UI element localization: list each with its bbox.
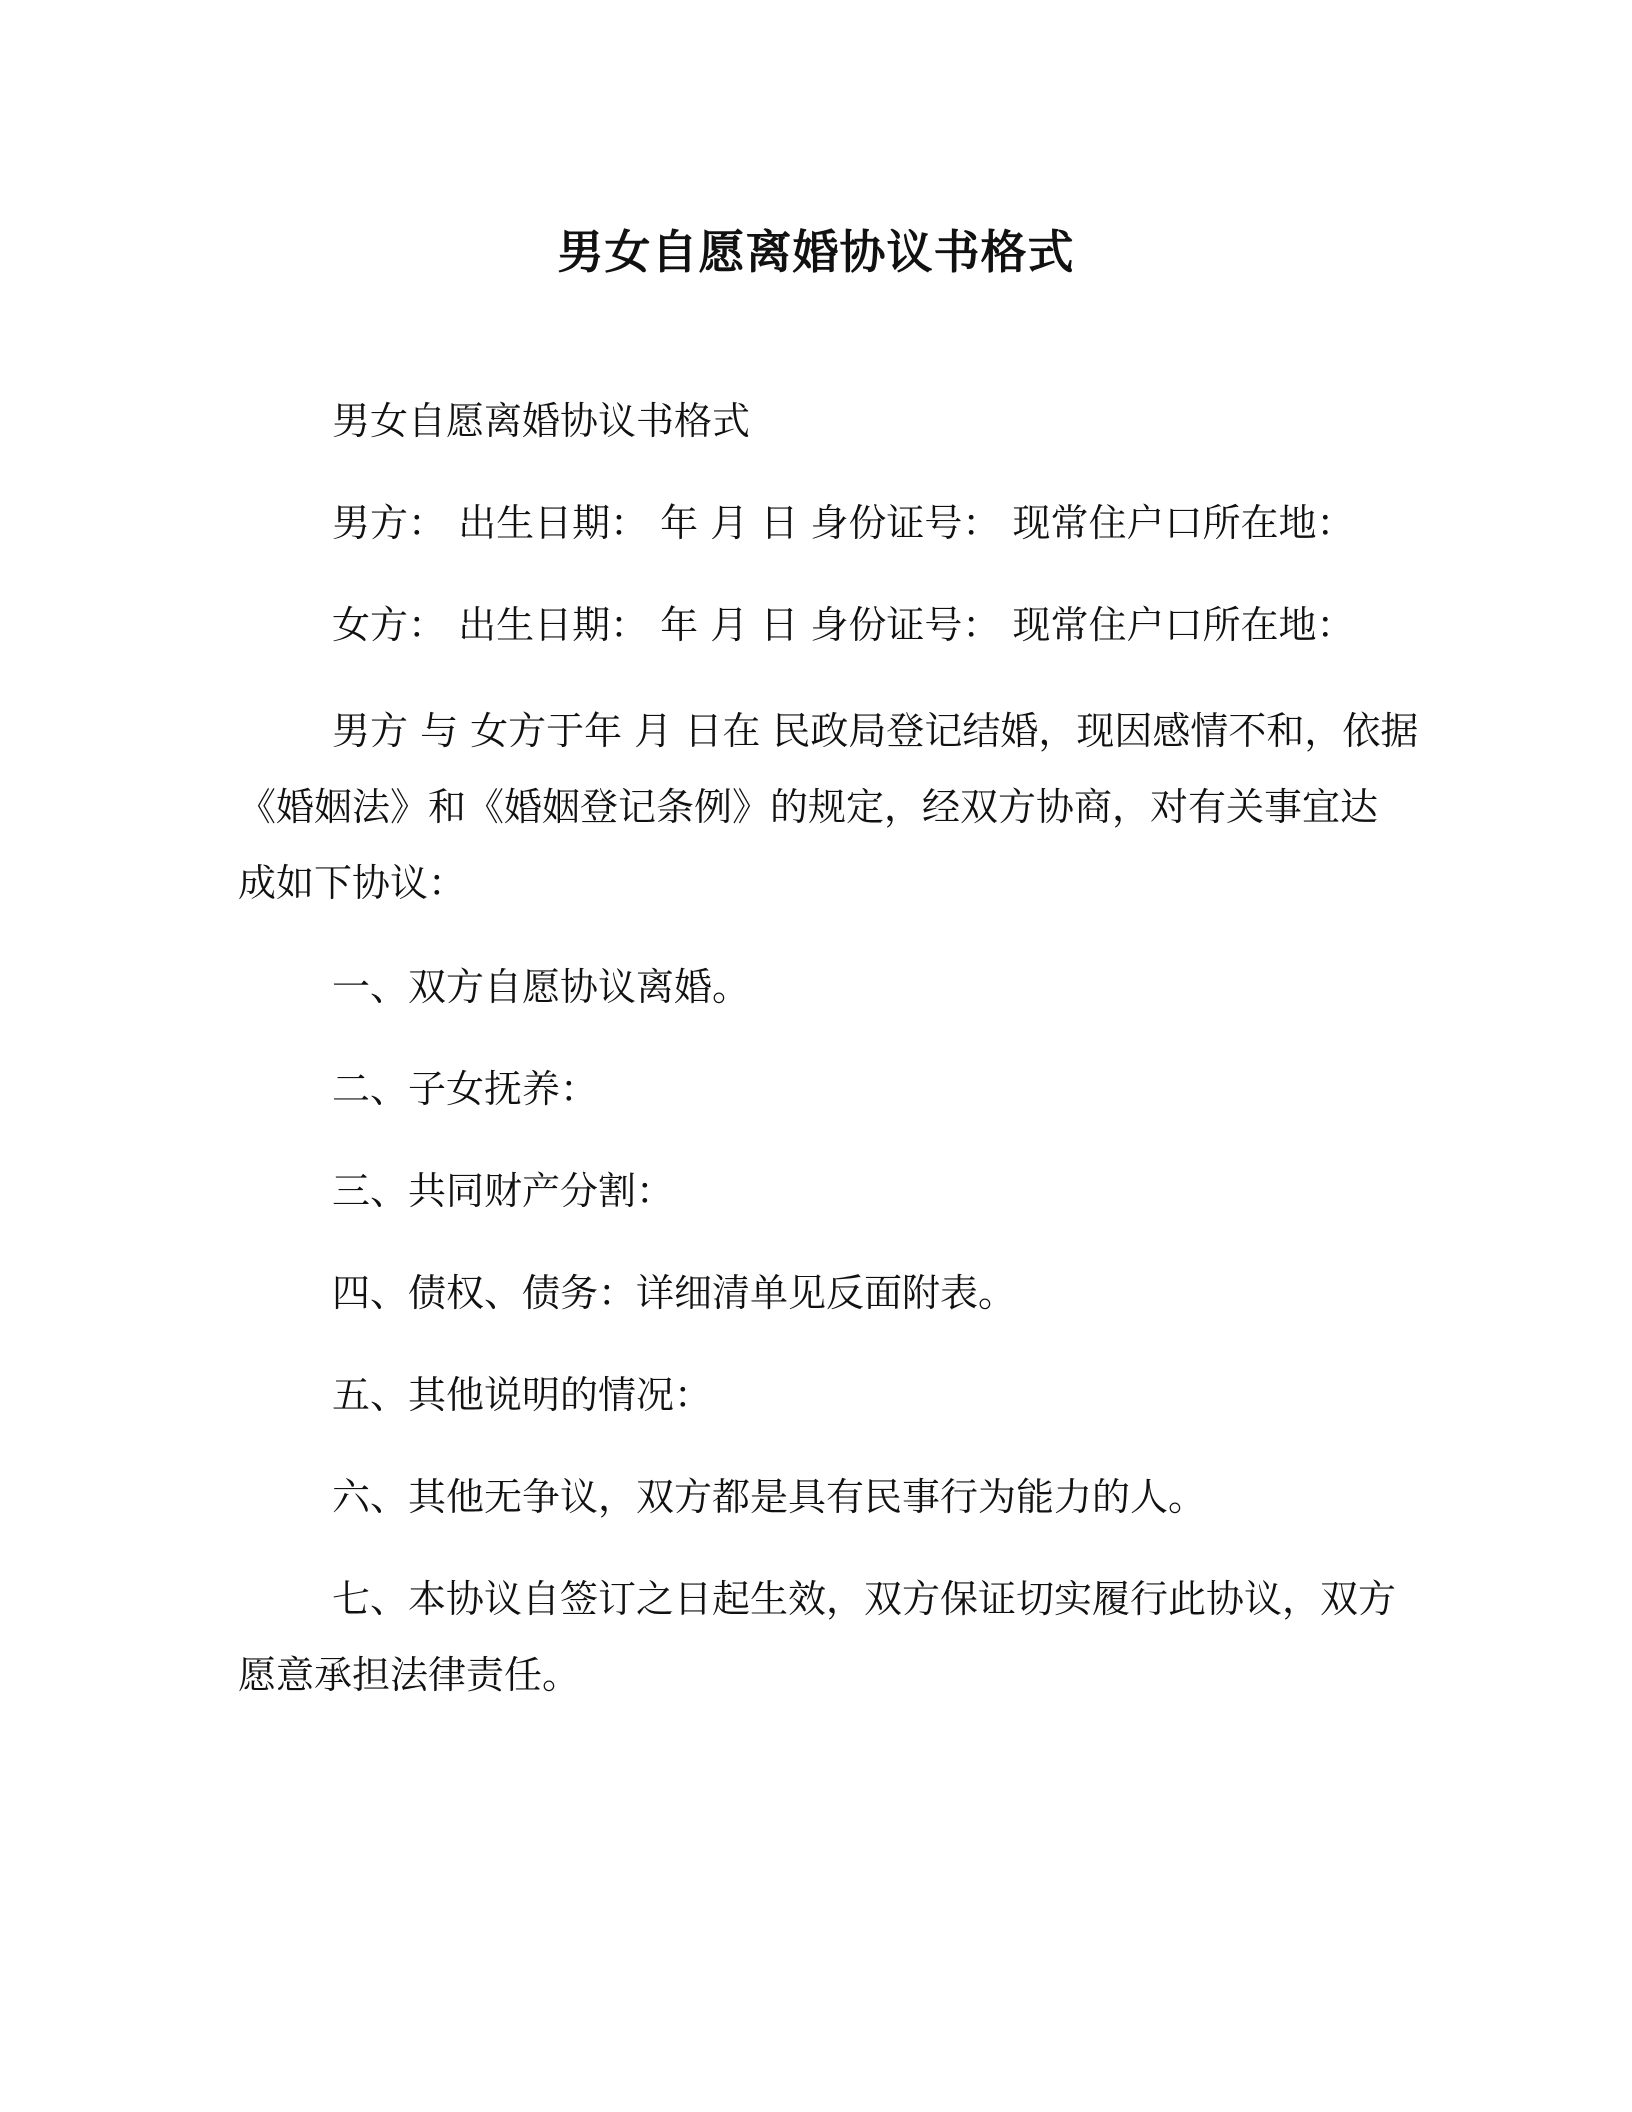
party-female-line: 女方： 出生日期： 年 月 日 身份证号： 现常住户口所在地： [332, 603, 1355, 647]
clause-line: 四、债权、债务：详细清单见反面附表。 [332, 1271, 1017, 1315]
intro-line: 男方 与 女方于年 月 日在 民政局登记结婚，现因感情不和，依据 [332, 709, 1419, 753]
clause-line: 三、共同财产分割： [332, 1169, 675, 1213]
intro-line: 《婚姻法》和《婚姻登记条例》的规定，经双方协商，对有关事宜达 [238, 785, 1379, 829]
document-subtitle: 男女自愿离婚协议书格式 [332, 399, 751, 443]
intro-line: 成如下协议： [238, 861, 467, 905]
clause-line: 五、其他说明的情况： [332, 1373, 713, 1417]
clause-line: 二、子女抚养： [332, 1067, 599, 1111]
party-male-line: 男方： 出生日期： 年 月 日 身份证号： 现常住户口所在地： [332, 501, 1355, 545]
final-clause-line: 七、本协议自签订之日起生效，双方保证切实履行此协议，双方 [332, 1577, 1397, 1621]
document-title: 男女自愿离婚协议书格式 [557, 225, 1075, 279]
clause-line: 六、其他无争议，双方都是具有民事行为能力的人。 [332, 1475, 1207, 1519]
final-clause-line: 愿意承担法律责任。 [238, 1653, 581, 1697]
clause-line: 一、双方自愿协议离婚。 [332, 965, 751, 1009]
